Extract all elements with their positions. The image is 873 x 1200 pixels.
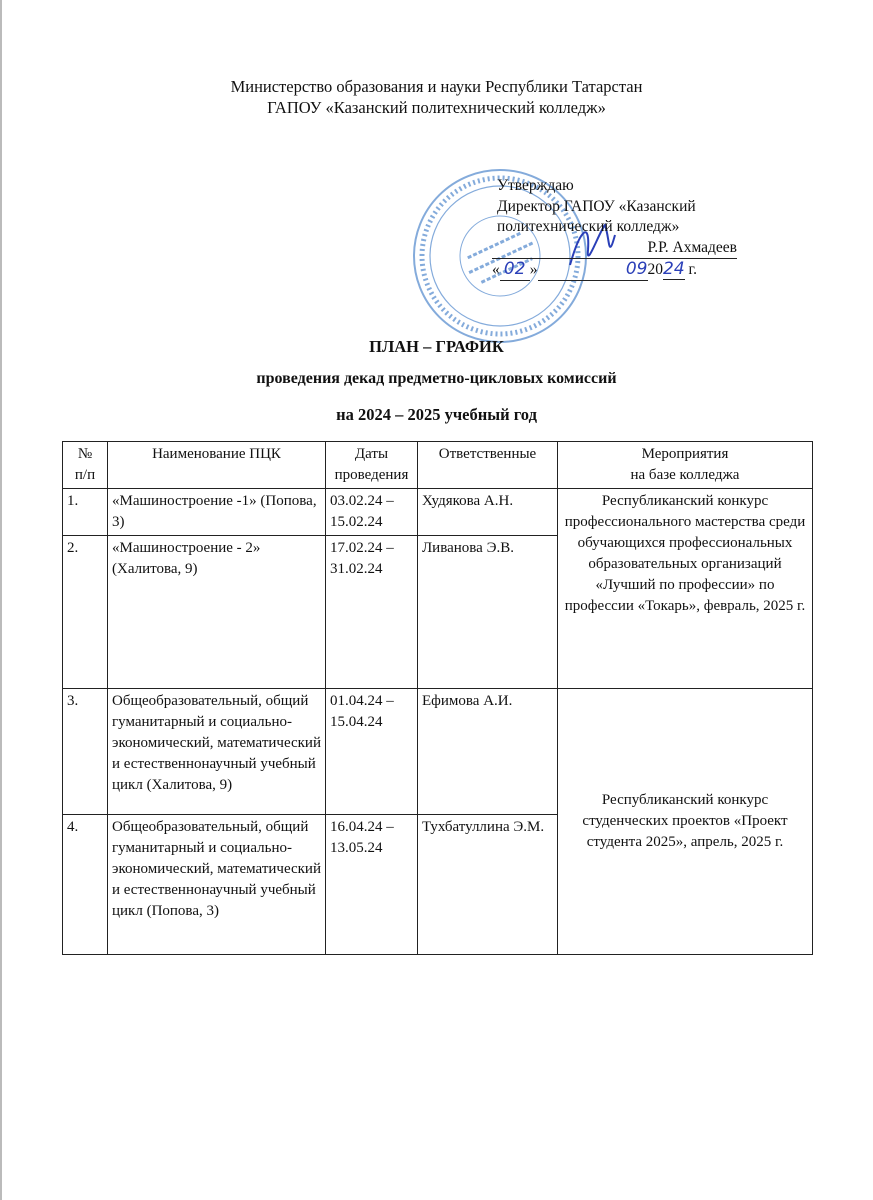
header-num: № п/п — [63, 442, 108, 489]
doc-title: ПЛАН – ГРАФИК — [369, 337, 504, 356]
table-row — [63, 689, 813, 815]
header-dates: Даты проведения — [326, 442, 418, 489]
year-suffix: г. — [688, 261, 697, 278]
schedule-table — [62, 441, 813, 955]
row-name: Общеобразовательный, общий гуманитарный и социально-экономический, математический и естественнонаучный учебный цикл (Попова, 3) — [108, 815, 326, 955]
document-header — [0, 76, 873, 118]
row-responsible: Тухбатуллина Э.М. — [418, 815, 558, 955]
row-name: Общеобразовательный, общий гуманитарный и социально-экономический, математический и естественнонаучный учебный цикл (Халитова, 9) — [108, 689, 326, 815]
doc-subtitle: проведения декад предметно-цикловых комиссий — [256, 370, 617, 387]
quote-open: « — [492, 261, 500, 278]
row-events: Республиканский конкурс профессионального мастерства среди обучающихся профессиональных образовательных организаций «Лучший по профессии» по профессии «Токарь», февраль, 2025 г. — [558, 489, 813, 689]
header-name: Наименование ПЦК — [108, 442, 326, 489]
year-prefix: 20 — [647, 261, 663, 278]
row-num: 2. — [63, 536, 108, 689]
row-responsible: Ефимова А.И. — [418, 689, 558, 815]
row-name: «Машиностроение - 2» (Халитова, 9) — [108, 536, 326, 689]
approval-position: Директор ГАПОУ «Казанский — [497, 197, 696, 215]
row-dates: 03.02.24 – 15.02.24 — [326, 489, 418, 536]
row-dates: 16.04.24 – 13.05.24 — [326, 815, 418, 955]
doc-year: на 2024 – 2025 учебный год — [336, 405, 537, 424]
row-num: 3. — [63, 689, 108, 815]
header-responsible: Ответственные — [418, 442, 558, 489]
director-name: Р.Р. Ахмадеев — [647, 238, 737, 256]
row-events: Республиканский конкурс студенческих проектов «Проект студента 2025», апрель, 2025 г. — [558, 689, 813, 955]
approval-position-cont: политехнический колледж» — [497, 218, 680, 235]
row-dates: 01.04.24 – 15.04.24 — [326, 689, 418, 815]
approval-label: Утверждаю — [497, 177, 574, 194]
table-row — [63, 489, 813, 536]
row-responsible: Худякова А.Н. — [418, 489, 558, 536]
approval-month: 09 — [538, 259, 648, 281]
approval-day: 02 — [500, 259, 530, 281]
row-name: «Машиностроение -1» (Попова, 3) — [108, 489, 326, 536]
quote-close: » — [529, 261, 538, 278]
approval-year: 24 — [663, 259, 685, 279]
ministry-name: Министерство образования и науки Республики Татарстан — [230, 77, 643, 96]
row-dates: 17.02.24 – 31.02.24 — [326, 536, 418, 689]
scan-edge — [0, 0, 2, 1200]
header-events: Мероприятия на базе колледжа — [558, 442, 813, 489]
row-num: 1. — [63, 489, 108, 536]
table-header-row — [63, 442, 813, 489]
row-num: 4. — [63, 815, 108, 955]
approval-block — [492, 176, 737, 281]
college-name: ГАПОУ «Казанский политехнический колледж» — [267, 98, 606, 117]
row-responsible: Ливанова Э.В. — [418, 536, 558, 689]
